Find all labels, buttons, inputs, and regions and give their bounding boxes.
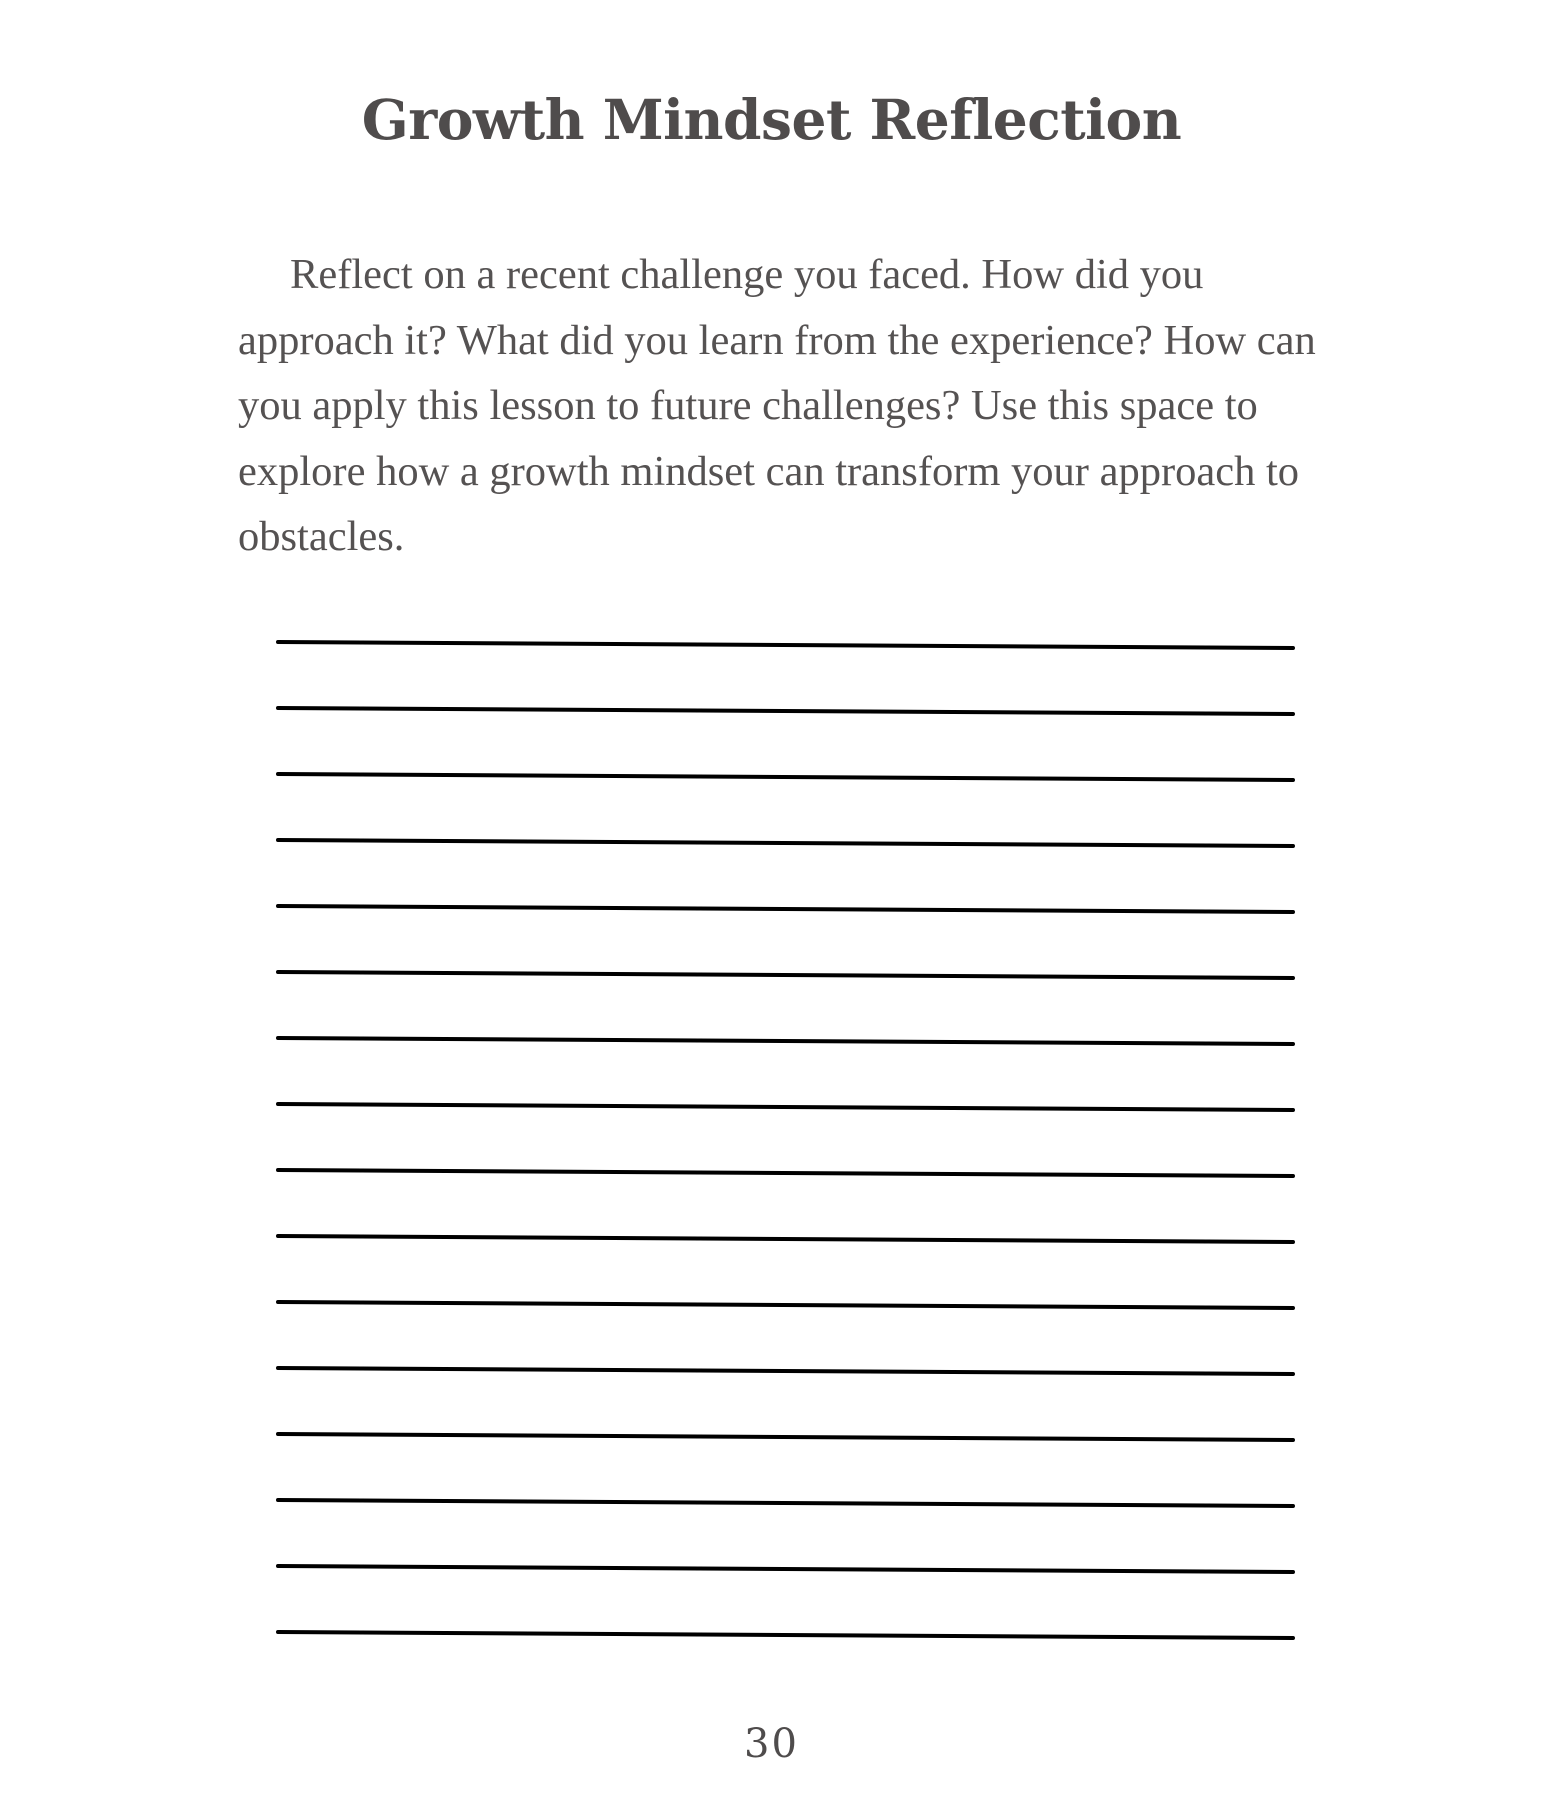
writing-line <box>278 972 1293 978</box>
writing-line <box>278 1632 1293 1638</box>
writing-line <box>278 708 1293 714</box>
page-number: 30 <box>744 1721 799 1767</box>
writing-line <box>278 1368 1293 1374</box>
page-title: Growth Mindset Reflection <box>361 87 1182 152</box>
writing-line <box>278 1434 1293 1440</box>
writing-line <box>278 1038 1293 1044</box>
writing-line <box>278 840 1293 846</box>
writing-line <box>278 1500 1293 1506</box>
writing-line <box>278 1104 1293 1110</box>
writing-line <box>278 774 1293 780</box>
writing-line <box>278 642 1293 648</box>
writing-line <box>278 1170 1293 1176</box>
writing-line <box>278 1302 1293 1308</box>
writing-line <box>278 906 1293 912</box>
reflection-prompt: Reflect on a recent challenge you faced. How did you approach it? What did you learn from the experience? How can you apply this lesson to future challenges? Use this space to explore how a growth mindset can transform your approach to obstacles. <box>238 251 1316 560</box>
writing-line <box>278 1236 1293 1242</box>
writing-line <box>278 1566 1293 1572</box>
